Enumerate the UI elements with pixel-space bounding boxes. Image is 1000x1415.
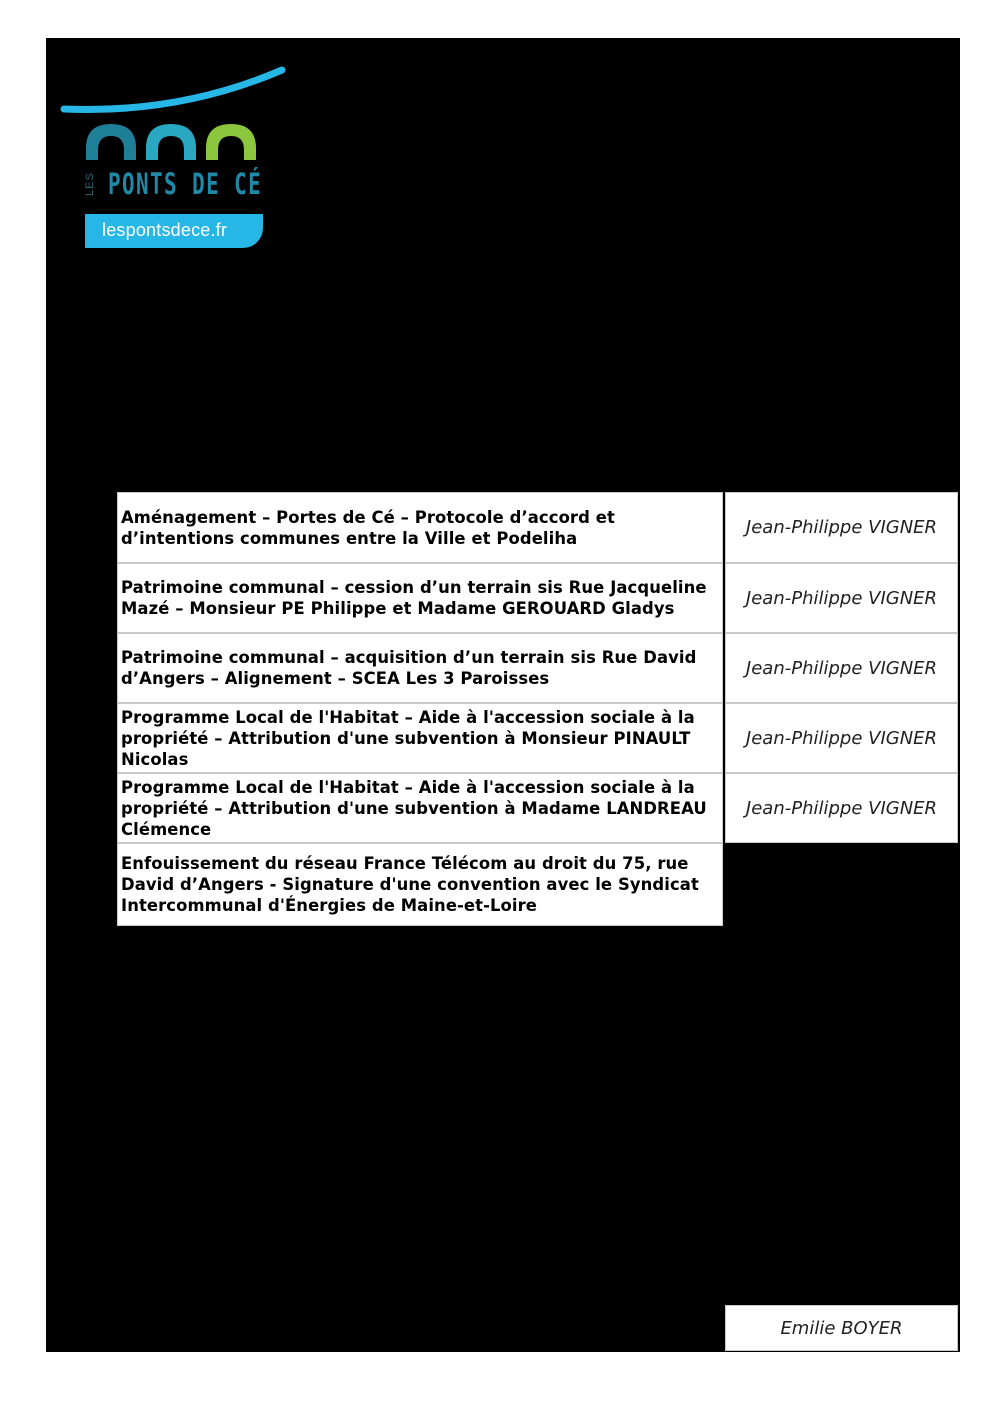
agenda-subject: Enfouissement du réseau France Télécom au droit du 75, rue David d’Angers - Signature d'une convention avec le Syndicat Intercommunal d'Énergies de Maine-et-Loire <box>117 843 723 926</box>
agenda-row <box>117 773 958 843</box>
logo-url: lespontsdece.fr <box>102 220 228 240</box>
agenda-rapporteur: Jean-Philippe VIGNER <box>725 703 958 773</box>
agenda-table <box>117 492 958 926</box>
agenda-subject: Programme Local de l'Habitat – Aide à l'accession sociale à la propriété – Attribution d'une subvention à Monsieur PINAULT Nicolas <box>117 703 723 773</box>
agenda-row <box>117 843 958 926</box>
agenda-subject: Patrimoine communal – cession d’un terrain sis Rue Jacqueline Mazé – Monsieur PE Philippe et Madame GEROUARD Gladys <box>117 563 723 633</box>
agenda-subject: Programme Local de l'Habitat – Aide à l'accession sociale à la propriété – Attribution d'une subvention à Madame LANDREAU Clémence <box>117 773 723 843</box>
agenda-subject: Patrimoine communal – acquisition d’un terrain sis Rue David d’Angers – Alignement – SCEA Les 3 Paroisses <box>117 633 723 703</box>
agenda-rapporteur: Jean-Philippe VIGNER <box>725 492 958 563</box>
logo-lettering: PONTS DE CÉ <box>108 167 263 201</box>
agenda-subject: Aménagement – Portes de Cé – Protocole d’accord et d’intentions communes entre la Ville et Podeliha <box>117 492 723 563</box>
agenda-row <box>117 492 958 563</box>
logo-prefix: LES <box>84 172 96 196</box>
agenda-rapporteur: Jean-Philippe VIGNER <box>725 633 958 703</box>
signature-name: Emilie BOYER <box>725 1305 958 1351</box>
city-logo <box>60 64 290 254</box>
agenda-rapporteur-empty <box>725 843 958 926</box>
agenda-rapporteur: Jean-Philippe VIGNER <box>725 773 958 843</box>
agenda-row <box>117 563 958 633</box>
agenda-row <box>117 633 958 703</box>
agenda-row <box>117 703 958 773</box>
agenda-rapporteur: Jean-Philippe VIGNER <box>725 563 958 633</box>
